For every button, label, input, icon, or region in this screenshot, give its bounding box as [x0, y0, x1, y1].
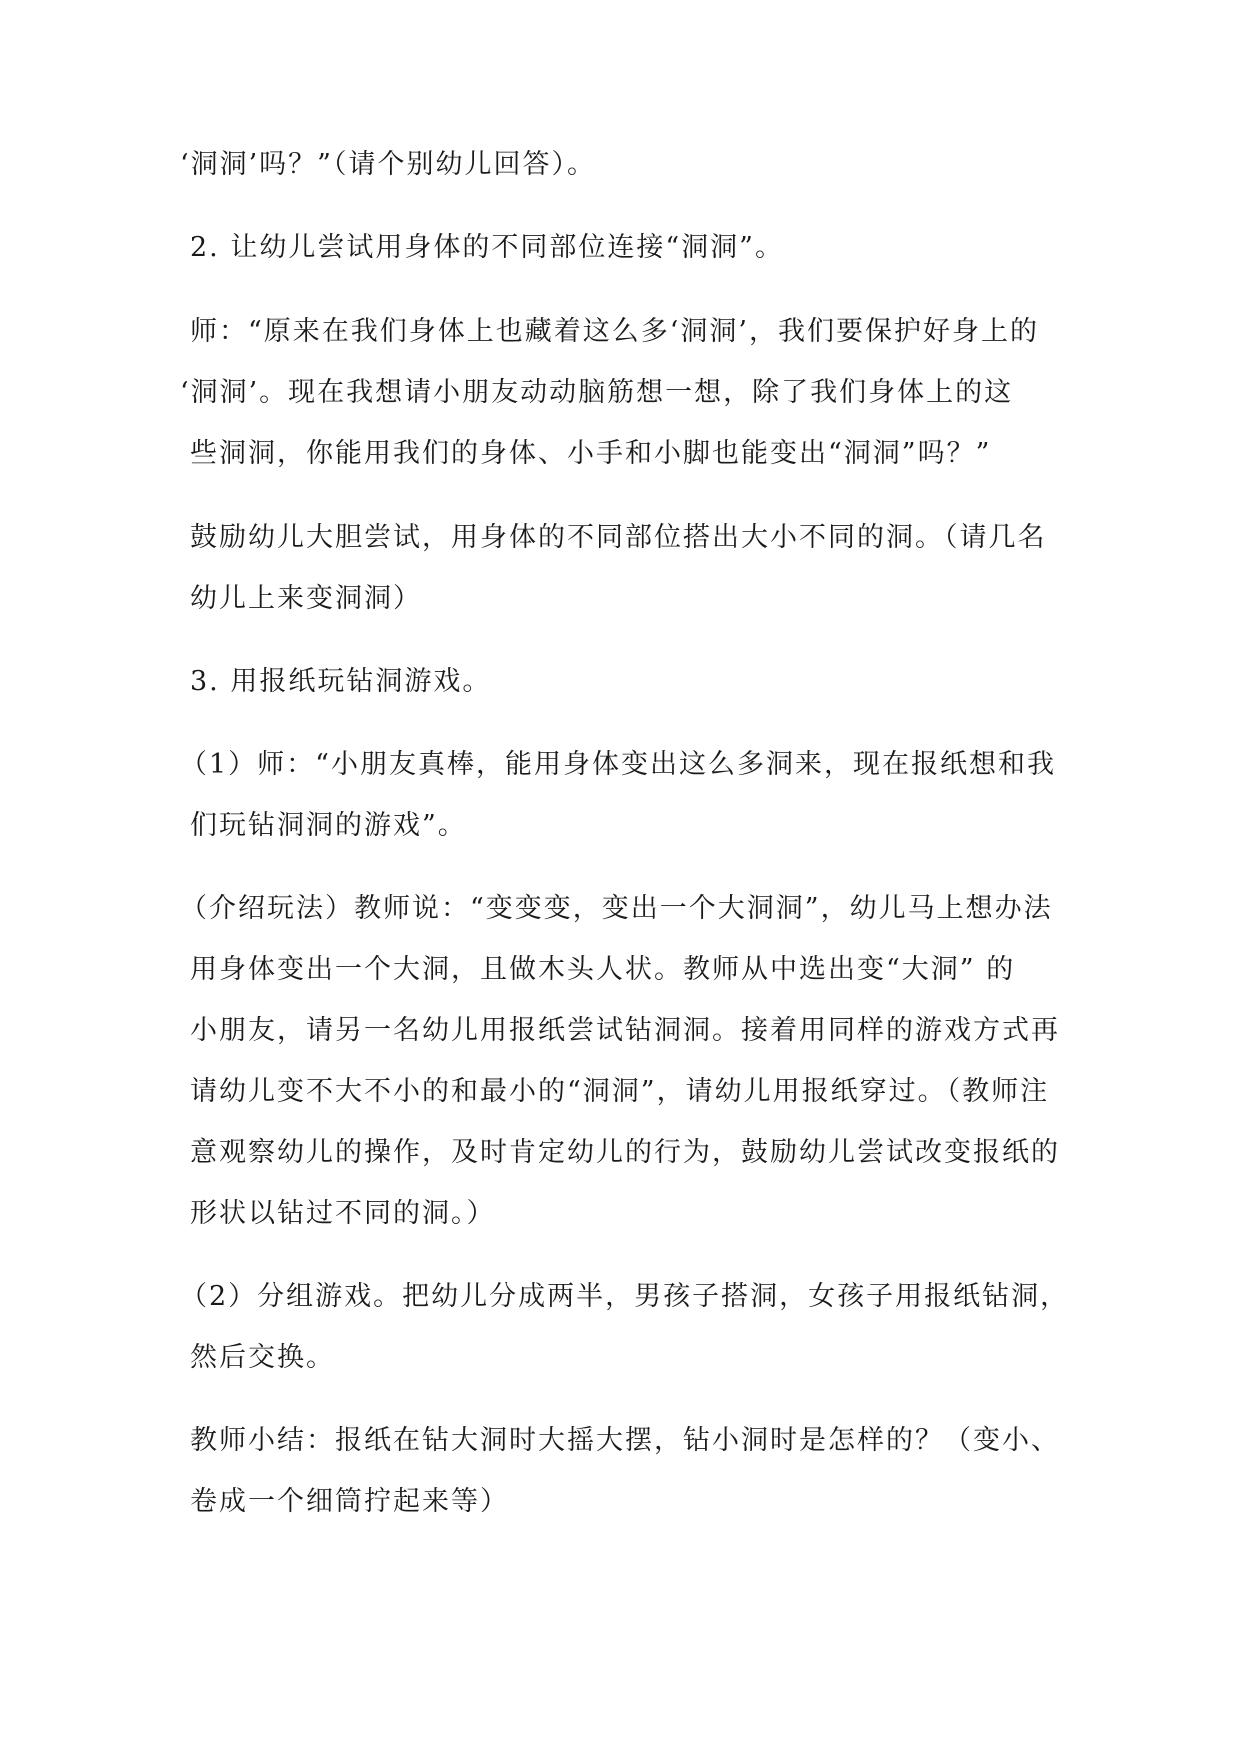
text-line: ‘洞洞’吗？”（请个别幼儿回答）。 [180, 149, 596, 180]
text-line: 卷成一个细筒拧起来等） [190, 1486, 509, 1517]
text-line: 3. 用报纸玩钻洞游戏。 [190, 666, 492, 697]
text-line: （介绍玩法）教师说：“变变变，变出一个大洞洞”，幼儿马上想办法 [180, 893, 1053, 924]
text-line: 请幼儿变不大不小的和最小的“洞洞”，请幼儿用报纸穿过。（教师注 [190, 1076, 1050, 1107]
text-line: 意观察幼儿的操作，及时肯定幼儿的行为，鼓励幼儿尝试改变报纸的 [190, 1137, 1060, 1168]
text-line: （1）师：“小朋友真棒，能用身体变出这么多洞来，现在报纸想和我 [180, 749, 1056, 780]
text-line: （2）分组游戏。把幼儿分成两半，男孩子搭洞，女孩子用报纸钻洞， [180, 1281, 1070, 1312]
text-line: 然后交换。 [190, 1342, 335, 1373]
text-line: ‘洞洞’。现在我想请小朋友动动脑筋想一想，除了我们身体上的这 [180, 377, 1014, 408]
text-line: 鼓励幼儿大胆尝试，用身体的不同部位搭出大小不同的洞。（请几名 [190, 522, 1047, 553]
text-line: 们玩钻洞洞的游戏”。 [190, 810, 467, 841]
text-line: 些洞洞，你能用我们的身体、小手和小脚也能变出“洞洞”吗？” [190, 438, 992, 469]
text-line: 2. 让幼儿尝试用身体的不同部位连接“洞洞”。 [190, 232, 784, 263]
text-line: 幼儿上来变洞洞） [190, 583, 422, 614]
text-line: 小朋友，请另一名幼儿用报纸尝试钻洞洞。接着用同样的游戏方式再 [190, 1015, 1060, 1046]
text-line: 教师小结：报纸在钻大洞时大摇大摆，钻小洞时是怎样的？（变小、 [190, 1425, 1060, 1456]
text-line: 师：“原来在我们身体上也藏着这么多‘洞洞’，我们要保护好身上的 [190, 316, 1039, 347]
text-line: 用身体变出一个大洞，且做木头人状。教师从中选出变“大洞” 的 [190, 954, 1016, 985]
text-line: 形状以钻过不同的洞。） [190, 1198, 496, 1229]
